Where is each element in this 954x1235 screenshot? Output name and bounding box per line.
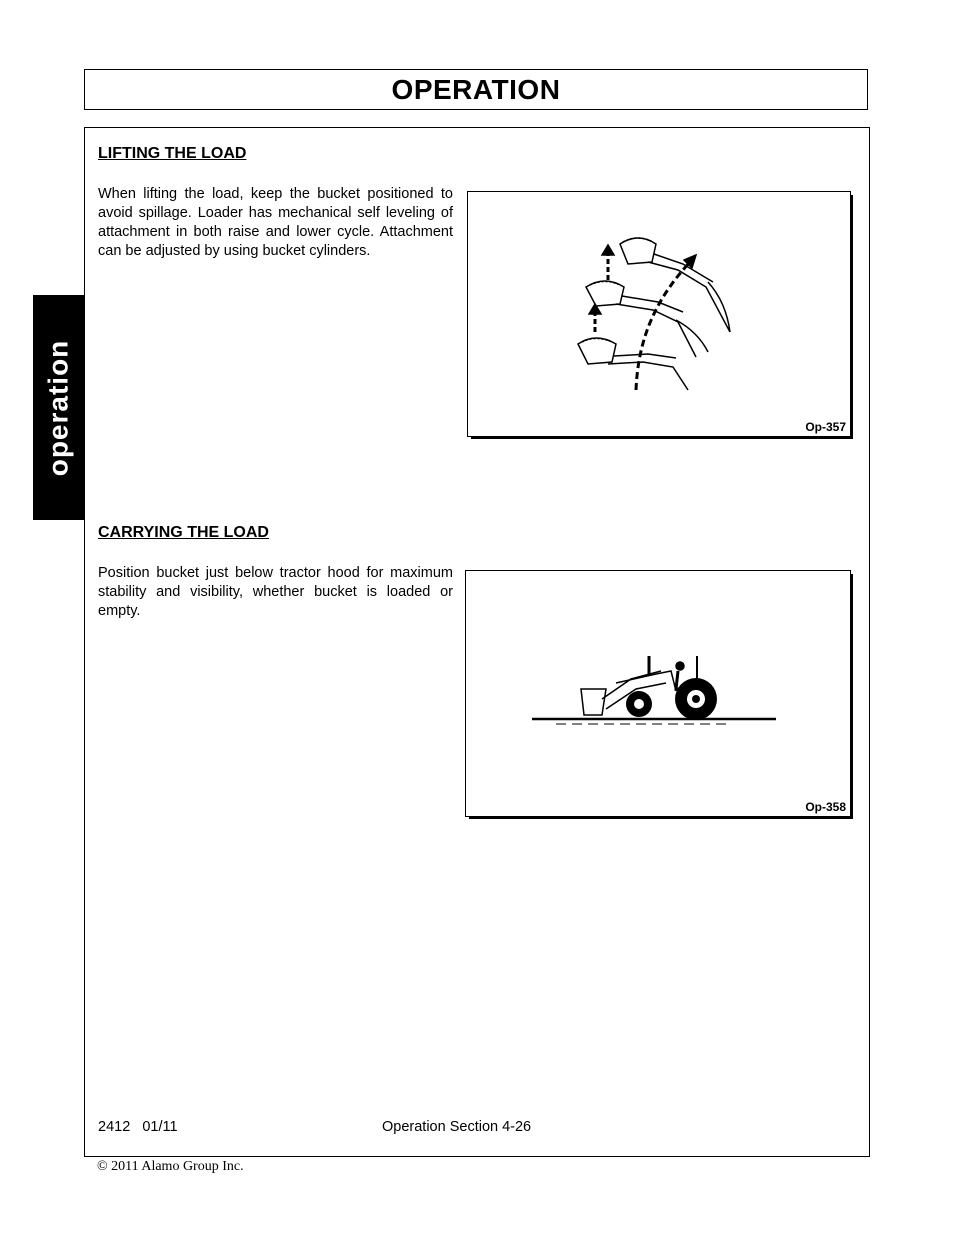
lifting-the-load-heading: LIFTING THE LOAD — [98, 145, 247, 162]
side-tab-label: operation — [42, 339, 74, 476]
loader-lift-illustration — [468, 192, 850, 436]
figure-carrying-load — [465, 570, 851, 817]
section-side-tab — [33, 295, 84, 520]
page-header — [84, 69, 868, 110]
tractor-carrying-illustration — [466, 571, 850, 816]
copyright-notice: © 2011 Alamo Group Inc. — [97, 1159, 244, 1174]
figure-caption-op357: Op-357 — [805, 420, 846, 434]
lifting-the-load-text: When lifting the load, keep the bucket positioned to avoid spillage. Loader has mechanical self leveling of attachment in both raise and lower cycle. Attachment can be adjusted by using bucket cylinders. — [98, 186, 453, 259]
footer-section-label: Operation Section 4-26 — [382, 1119, 532, 1135]
footer-doc-number: 2412 01/11 — [98, 1119, 178, 1135]
carrying-the-load-text: Position bucket just below tractor hood for maximum stability and visibility, whether bucket is loaded or empty. — [98, 565, 453, 619]
page-title: OPERATION — [391, 73, 561, 105]
figure-lifting-load — [467, 191, 851, 437]
carrying-the-load-heading: CARRYING THE LOAD — [98, 524, 269, 541]
figure-caption-op358: Op-358 — [805, 800, 846, 814]
